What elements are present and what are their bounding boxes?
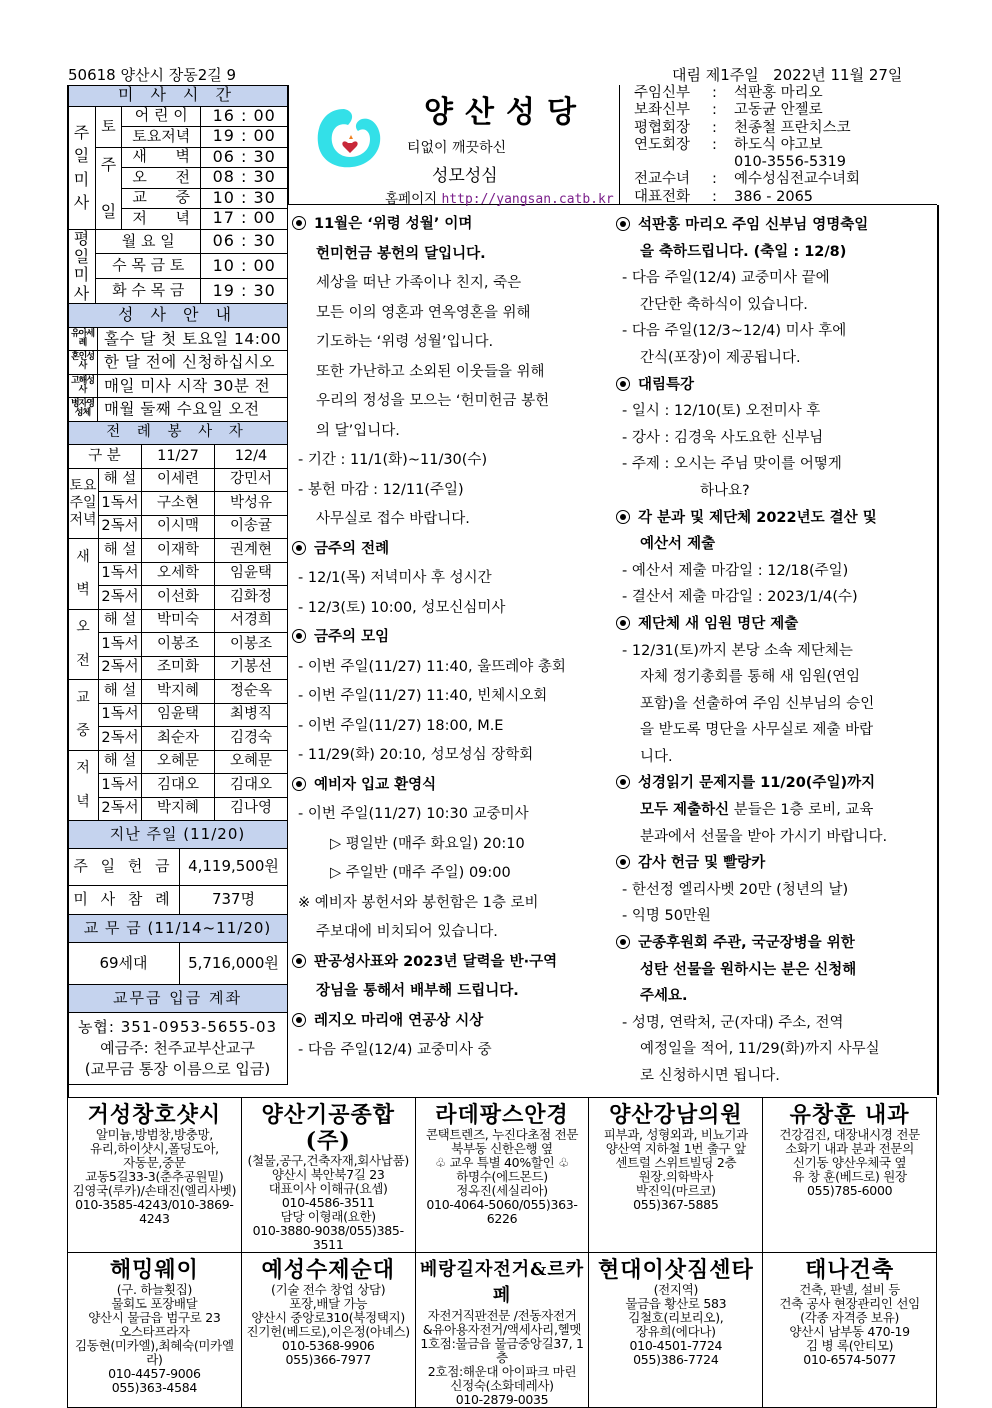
server-name: 이세련 xyxy=(142,468,215,492)
notice-line: - 성명, 연락처, 군(자대) 주소, 전역 xyxy=(622,1014,844,1031)
notice-line: - 한선정 엘리사벳 20만 (청년의 날) xyxy=(622,881,849,898)
notice-line: - 12/1(목) 저녁미사 후 성시간 xyxy=(298,570,492,586)
ad-line: 정옥진(세실리아) xyxy=(456,1183,548,1198)
ad-line: 건강검진, 대장내시경 전문 xyxy=(779,1127,920,1142)
ad-line: 담당 이형래(요한) xyxy=(280,1209,376,1224)
server-name: 권계현 xyxy=(215,539,288,563)
server-name: 이시맥 xyxy=(142,515,215,539)
notice-line: ▷ 주일반 (매주 주일) 09:00 xyxy=(330,865,511,881)
sacrament-text: 매일 미사 시작 30분 전 xyxy=(98,374,288,398)
ad-card: 해밍웨이 (구. 하늘횟집) 물회도 포장배달 양산시 물금읍 범구로 23 오스타프라자 김동현(미카엘),최혜숙(미카엘라) 010-4457-9006 055)363-4584 xyxy=(68,1253,242,1408)
server-name: 최순자 xyxy=(142,727,215,751)
server-name: 임윤택 xyxy=(142,703,215,727)
finance-table xyxy=(67,820,288,1085)
ad-card: 태나건축 건축, 판넬, 설비 등 건축 공사 현장관리인 선임 (각종 자격증 보유) 양산시 남부동 470-19 김 병 록(안티모) 010-6574-5077 xyxy=(763,1253,937,1408)
notice-line: - 11/29(화) 20:10, 성모성심 장학회 xyxy=(298,747,534,763)
mass-time: 08 : 30 xyxy=(201,168,288,189)
notice-heading: 제단체 새 임원 명단 제출 xyxy=(616,611,936,638)
server-role: 해 설 xyxy=(99,750,142,774)
sacrament-label: 유아세례 xyxy=(68,327,98,351)
attendance-label: 미 사 참 례 xyxy=(68,886,180,915)
server-name: 김경숙 xyxy=(215,727,288,751)
ad-line: 진기헌(베드로),이은정(아녜스) xyxy=(246,1324,410,1339)
notice-line: 예정일을 적어, 11/29(화)까지 사무실 xyxy=(640,1041,880,1058)
ad-card: 유창훈 내과 건강검진, 대장내시경 전문 소화기 내과 분과 전문의 신기동 양산우체국 옆 유 창 훈(베드로) 원장 055)785-6000 xyxy=(763,1098,937,1253)
account-info xyxy=(68,1013,288,1085)
server-role: 1독서 xyxy=(99,774,142,798)
mass-time: 10 : 00 xyxy=(201,254,288,279)
server-role: 해 설 xyxy=(99,609,142,633)
notice-line: - 기간 : 11/1(화)~11/30(수) xyxy=(298,452,488,468)
mass-time: 06 : 30 xyxy=(201,147,288,168)
server-name: 이봉조 xyxy=(215,633,288,657)
notices-column-left xyxy=(292,210,612,1066)
ad-line: (구. 하늘횟집) xyxy=(116,1282,193,1297)
parish-address: 50618 양산시 장동2길 9 xyxy=(68,66,237,84)
notice-line: 간단한 축하식이 있습니다. xyxy=(640,296,808,313)
ad-line: 055)367-5885 xyxy=(633,1197,719,1212)
notice-line: - 봉헌 마감 : 12/11(주일) xyxy=(298,481,464,498)
left-sidebar xyxy=(67,85,288,1085)
staff-list xyxy=(620,85,937,205)
server-role: 2독서 xyxy=(99,727,142,751)
notice-line: - 12/3(토) 10:00, 성모신심미사 xyxy=(298,599,506,616)
ad-line: 양산시 남부동 470-19 xyxy=(789,1324,910,1339)
radio-bullet-icon xyxy=(292,777,306,791)
sacrament-text: 홀수 달 첫 토요일 14:00 xyxy=(98,327,288,351)
mass-time: 06 : 30 xyxy=(201,229,288,254)
dues-title: 교 무 금 (11/14~11/20) xyxy=(68,915,288,943)
radio-bullet-icon xyxy=(616,616,630,630)
server-role: 2독서 xyxy=(99,515,142,539)
notice-line: 니다. xyxy=(640,748,673,765)
ad-card: 베랑길자전거&르카페 자전거직판전문 /전동자전거 &유아용자전거/액세사리,헬멧 1호점:물금읍 물금중앙길37, 1층 2호점:해운대 아이파크 마린 신정숙(소화데레사) 010-2879-0035 xyxy=(415,1253,589,1408)
ad-line: 010-4064-5060/055)363-6226 xyxy=(426,1197,578,1226)
ad-line: 김영국(루카)/손태진(엘리사벳) xyxy=(72,1183,237,1198)
right-border xyxy=(937,205,939,1095)
ad-line: 유리,하이샷시,폴딩도아, xyxy=(90,1141,219,1156)
notice-line: 세상을 떠난 가족이나 친지, 죽은 xyxy=(316,275,522,291)
notice-line: 모든 이의 영혼과 연옥영혼을 위해 xyxy=(316,304,531,321)
server-name: 박미숙 xyxy=(142,609,215,633)
ad-line: 010-3585-4243/010-3869-4243 xyxy=(75,1197,234,1226)
server-role: 해 설 xyxy=(99,468,142,492)
sunday-label: 주 일 xyxy=(96,147,122,229)
notice-heading: 감사 헌금 및 빨랑카 xyxy=(616,850,936,877)
weekday-mass-label: 평 일 미 사 xyxy=(68,229,96,304)
notice-line: ※ 예비자 봉헌서와 봉헌함은 1층 로비 xyxy=(298,894,539,911)
notice-line: - 강사 : 김경욱 사도요한 신부님 xyxy=(622,429,824,446)
ad-line: 박진익(마르코) xyxy=(635,1183,716,1198)
server-name: 이송귤 xyxy=(215,515,288,539)
ad-line: 교동5길33-3(춘추공원밑) xyxy=(85,1169,224,1184)
church-patron: 성모성심 xyxy=(432,166,498,186)
ad-card: 현대이삿짐센타 (전지역) 물금읍 황산로 583 김철호(리보리오), 장유희(에다나) 010-4501-7724 055)386-7724 xyxy=(589,1253,763,1408)
ad-line: 자전거직판전문 /전동자전거 xyxy=(427,1308,577,1323)
ad-line: 010-4586-3511 xyxy=(281,1195,375,1210)
server-group-label: 오 전 xyxy=(68,609,99,680)
mass-time: 16 : 00 xyxy=(201,106,288,127)
server-name: 구소현 xyxy=(142,492,215,516)
sponsor-ads xyxy=(67,1097,937,1408)
notice-heading-cont: 을 축하드립니다. (축일 : 12/8) xyxy=(640,243,847,260)
ad-line: 알미늄,방범창,방충망, xyxy=(95,1127,213,1142)
mass-time: 10 : 30 xyxy=(201,188,288,209)
ad-line: 신정숙(소화데레사) xyxy=(450,1378,554,1393)
notice-line: 사무실로 접수 바랍니다. xyxy=(316,511,470,527)
account-title: 교무금 입금 계좌 xyxy=(68,985,288,1013)
server-name: 서경희 xyxy=(215,609,288,633)
mass-name: 오 전 xyxy=(122,168,201,189)
church-name: 양산성당 xyxy=(424,95,588,130)
notice-line: - 다음 주일(12/4) 교중미사 중 xyxy=(298,1042,492,1058)
sacrament-text: 매월 둘째 수요일 오전 xyxy=(98,398,288,422)
ad-line: 055)386-7724 xyxy=(633,1352,719,1367)
sacraments-table xyxy=(67,303,288,422)
notice-line: - 이번 주일(11/27) 18:00, M.E xyxy=(298,717,504,734)
staff-row: 평협회장 : 천종철 프란치스코 xyxy=(634,119,851,136)
staff-row: 주임신부 : 석판홍 마리오 xyxy=(634,85,823,101)
server-role: 1독서 xyxy=(99,633,142,657)
servers-table xyxy=(67,421,288,822)
ad-line: 건축, 판넬, 설비 등 xyxy=(799,1282,900,1297)
server-group-label: 토요 주일 저녁 xyxy=(68,468,99,539)
dues-households: 69세대 xyxy=(68,943,180,985)
masthead xyxy=(288,85,620,205)
server-name: 조미화 xyxy=(142,656,215,680)
radio-bullet-icon xyxy=(616,510,630,524)
notice-line: 하나요? xyxy=(700,482,750,499)
ad-line: 물회도 포장배달 xyxy=(111,1296,198,1311)
notice-line: - 이번 주일(11/27) 11:40, 울뜨레야 총회 xyxy=(298,658,566,675)
servers-title: 전 례 봉 사 자 xyxy=(68,421,288,445)
radio-bullet-icon xyxy=(616,855,630,869)
notice-line: - 결산서 제출 마감일 : 2023/1/4(수) xyxy=(622,589,858,606)
ad-line: 하명수(에드몬드) xyxy=(456,1169,548,1184)
ad-line: 피부과, 성형외과, 비뇨기과 xyxy=(603,1127,748,1142)
attendance-value: 737명 xyxy=(180,886,288,915)
ad-line: 자동문,중문 xyxy=(123,1155,186,1170)
server-name: 정순옥 xyxy=(215,680,288,704)
radio-bullet-icon xyxy=(616,935,630,949)
server-role: 2독서 xyxy=(99,656,142,680)
server-role: 해 설 xyxy=(99,539,142,563)
column-header: 11/27 xyxy=(142,445,215,469)
saturday-label: 토 xyxy=(96,106,122,147)
ad-line: 원장.의학박사 xyxy=(638,1169,713,1184)
sacrament-text: 한 달 전에 신청하십시오 xyxy=(98,351,288,375)
ad-line: 양산시 북안북7길 23 xyxy=(271,1167,385,1182)
staff-phone: 010-3556-5319 xyxy=(734,154,846,171)
ad-line: 김동현(미카엘),최혜숙(미카엘라) xyxy=(75,1338,234,1367)
ad-line: 북부동 신한은행 옆 xyxy=(451,1141,553,1156)
ad-line: 010-4501-7724 xyxy=(629,1338,723,1353)
notice-heading: 레지오 마리애 연공상 시상 xyxy=(292,1007,612,1037)
ad-line: 오스타프라자 xyxy=(119,1324,190,1339)
notice-line: ▷ 평일반 (매주 화요일) 20:10 xyxy=(330,835,525,852)
ad-line: 055)785-6000 xyxy=(806,1183,893,1198)
notice-line: 주보대에 비치되어 있습니다. xyxy=(316,924,498,940)
ad-line: 김철호(리보리오), xyxy=(628,1310,724,1325)
notice-line: - 12/31(토)까지 본당 소속 제단체는 xyxy=(622,642,853,659)
homepage xyxy=(385,187,614,207)
server-name: 오혜문 xyxy=(215,750,288,774)
notice-line: 로 신청하시면 됩니다. xyxy=(640,1068,780,1084)
notice-heading-cont: 예산서 제출 xyxy=(640,536,716,553)
notice-heading: 판공성사표와 2023년 달력을 반·구역 xyxy=(292,948,612,978)
staff-row: 대표전화 : 386 - 2065 xyxy=(634,188,814,205)
notice-line: 포함)을 선출하여 주임 신부님의 승인 xyxy=(640,695,875,712)
left-border xyxy=(67,85,69,1097)
radio-bullet-icon xyxy=(616,217,630,231)
ad-line: 055)363-4584 xyxy=(111,1380,198,1395)
ad-line: 010-2879-0035 xyxy=(455,1392,549,1407)
notice-heading: 성경읽기 문제지를 11/20(주일)까지 xyxy=(616,770,936,797)
notice-line: 모두 제출하신 분들은 1층 로비, 교육 xyxy=(640,802,874,819)
notice-line: 의 달’입니다. xyxy=(316,422,400,439)
notice-heading: 금주의 전례 xyxy=(292,535,612,565)
staff-row: 연도회장 : 하도식 야고보 xyxy=(634,136,823,153)
mass-name: 수 목 금 토 xyxy=(96,254,201,279)
staff-row: 전교수녀 : 예수성심전교수녀회 xyxy=(634,171,861,188)
column-header: 구 분 xyxy=(68,445,142,469)
server-group-label: 저 녁 xyxy=(68,750,99,821)
server-role: 2독서 xyxy=(99,586,142,610)
notice-heading-cont: 성탄 선물을 원하시는 분은 신청해 xyxy=(640,961,857,978)
notice-heading: 금주의 모임 xyxy=(292,623,612,653)
radio-bullet-icon xyxy=(292,216,306,230)
server-role: 1독서 xyxy=(99,703,142,727)
radio-bullet-icon xyxy=(616,377,630,391)
server-role: 2독서 xyxy=(99,797,142,821)
radio-bullet-icon xyxy=(292,629,306,643)
mass-name: 새 벽 xyxy=(122,147,201,168)
server-name: 박지혜 xyxy=(142,680,215,704)
ad-line: 010-5368-9906 xyxy=(281,1338,375,1353)
server-name: 박지혜 xyxy=(142,797,215,821)
ad-line: 2호점:해운대 아이파크 마린 xyxy=(427,1364,577,1379)
staff-row: 보좌신부 : 고동균 안젤로 xyxy=(634,102,823,119)
ad-line: 010-3880-9038/055)385-3511 xyxy=(252,1223,404,1252)
mass-name: 저 녁 xyxy=(122,209,201,230)
notice-heading-cont: 헌미헌금 봉헌의 달입니다. xyxy=(316,245,486,262)
sacrament-label: 고해성사 xyxy=(68,374,98,398)
sacred-heart-logo-icon xyxy=(314,105,384,171)
ad-line: 콘택트렌즈, 누진다초점 전문 xyxy=(425,1127,579,1142)
ad-line: 김 병 록(안티모) xyxy=(806,1338,894,1353)
account-holder: 예금주: 천주교부산교구 xyxy=(100,1039,255,1058)
church-motto: 티없이 깨끗하신 xyxy=(407,140,507,156)
server-role: 해 설 xyxy=(99,680,142,704)
server-name: 박성유 xyxy=(215,492,288,516)
ad-line: (전지역) xyxy=(653,1282,699,1297)
ad-line: 물금읍 황산로 583 xyxy=(625,1296,727,1311)
notice-line: 자체 정기총회를 통해 새 임원(연임 xyxy=(640,669,861,686)
notice-line: 우리의 정성을 모으는 ‘헌미헌금 봉헌 xyxy=(316,393,550,409)
notice-heading: 각 분과 및 제단체 2022년도 결산 및 xyxy=(616,505,936,532)
server-name: 이봉조 xyxy=(142,633,215,657)
notice-line: - 이번 주일(11/27) 10:30 교중미사 xyxy=(298,806,529,822)
server-name: 최병직 xyxy=(215,703,288,727)
mass-times-title: 미 사 시 간 xyxy=(68,86,288,107)
mass-time: 17 : 00 xyxy=(201,209,288,230)
mass-name: 월 요 일 xyxy=(96,229,201,254)
notice-line: 분과에서 선물을 받아 가시기 바랍니다. xyxy=(640,828,888,845)
server-role: 1독서 xyxy=(99,562,142,586)
ad-line: 건축 공사 현장관리인 선임 xyxy=(779,1296,920,1311)
notice-line: 기도하는 ‘위령 성월’입니다. xyxy=(316,334,494,350)
server-group-label: 교 중 xyxy=(68,680,99,751)
mass-name: 토요저녁 xyxy=(122,127,201,148)
sunday-mass-label: 주 일 미 사 xyxy=(68,106,96,229)
mass-times-table xyxy=(67,85,288,304)
notices-column-right xyxy=(616,212,936,1090)
column-header: 12/4 xyxy=(215,445,288,469)
server-role: 1독서 xyxy=(99,492,142,516)
notice-line: - 익명 50만원 xyxy=(622,908,711,925)
offering-label: 주 일 헌 금 xyxy=(68,849,180,886)
mass-time: 19 : 30 xyxy=(201,279,288,304)
ad-line: 055)366-7977 xyxy=(285,1352,371,1367)
account-note: (교무금 통장 이름으로 입금) xyxy=(84,1060,271,1079)
notice-heading: 11월은 ‘위령 성월’ 이며 xyxy=(292,210,612,240)
ad-line: 양산시 중앙로310(북정택지) xyxy=(251,1310,405,1325)
ad-card: 양산강남의원 피부과, 성형외과, 비뇨기과 양산역 지하철 1번 출구 앞 센트럴 스위트빌딩 2층 원장.의학박사 박진익(마르코) 055)367-5885 xyxy=(589,1098,763,1253)
ad-line: 양산시 물금읍 범구로 23 xyxy=(88,1310,221,1325)
notice-line: 간식(포장)이 제공됩니다. xyxy=(640,349,801,366)
server-name: 임윤택 xyxy=(215,562,288,586)
ad-card: 라데팡스안경 콘택트렌즈, 누진다초점 전문 북부동 신한은행 옆 ♧ 교우 특별 40%할인 ♧ 하명수(에드몬드) 정옥진(세실리아) 010-4064-5060/055)363-6226 xyxy=(415,1098,589,1253)
ad-card: 예성수제순대 (기술 전수 창업 상담) 포장,배달 가능 양산시 중앙로310(북정택지) 진기헌(베드로),이은정(아녜스) 010-5368-9906 055)366-7977 xyxy=(241,1253,415,1408)
notice-line: 또한 가난하고 소외된 이웃들을 위해 xyxy=(316,363,545,380)
notice-heading: 대림특강 xyxy=(616,372,936,399)
notice-line: - 주제 : 오시는 주님 맞이를 어떻게 xyxy=(622,456,842,473)
server-name: 김대오 xyxy=(142,774,215,798)
ad-line: 신기동 양산우체국 옆 xyxy=(792,1155,907,1170)
mass-name: 화 수 목 금 xyxy=(96,279,201,304)
server-name: 김나영 xyxy=(215,797,288,821)
notice-line: - 일시 : 12/10(토) 오전미사 후 xyxy=(622,403,821,420)
ad-line: &유아용자전거/액세사리,헬멧 xyxy=(422,1322,582,1337)
server-name: 이재학 xyxy=(142,539,215,563)
mass-name: 교 중 xyxy=(122,188,201,209)
liturgical-date: 대림 제1주일 2022년 11월 27일 xyxy=(672,66,903,84)
ad-line: 010-4457-9006 xyxy=(108,1366,201,1381)
notice-line: - 다음 주일(12/4) 교중미사 끝에 xyxy=(622,270,830,287)
ad-line: 1호점:물금읍 물금중앙길37, 1층 xyxy=(420,1336,584,1365)
radio-bullet-icon xyxy=(292,954,306,968)
server-name: 김대오 xyxy=(215,774,288,798)
ad-line: (철물,공구,건축자재,회사납품) xyxy=(247,1153,409,1168)
ad-line: 대표이사 이해규(요셉) xyxy=(268,1181,388,1196)
ad-line: 소화기 내과 분과 전문의 xyxy=(785,1141,914,1156)
sacrament-label: 병자영성체 xyxy=(68,398,98,422)
notice-line: 을 받도록 명단을 사무실로 제출 바랍 xyxy=(640,722,874,739)
last-sunday-title: 지난 주일 (11/20) xyxy=(68,821,288,849)
notice-heading: 석판홍 마리오 주임 신부님 영명축일 xyxy=(616,212,936,239)
mass-time: 19 : 00 xyxy=(201,127,288,148)
radio-bullet-icon xyxy=(616,775,630,789)
ad-card: 양산기공종합(주) (철물,공구,건축자재,회사납품) 양산시 북안북7길 23 대표이사 이해규(요셉) 010-4586-3511 담당 이형래(요한) 010-3880-9038/055)385-3511 xyxy=(241,1098,415,1253)
server-name: 오세학 xyxy=(142,562,215,586)
server-name: 강민서 xyxy=(215,468,288,492)
radio-bullet-icon xyxy=(292,1013,306,1027)
server-name: 기봉선 xyxy=(215,656,288,680)
ad-line: 센트럴 스위트빌딩 2층 xyxy=(615,1155,737,1170)
ad-line: 양산역 지하철 1번 출구 앞 xyxy=(605,1141,746,1156)
notice-line: - 다음 주일(12/3~12/4) 미사 후에 xyxy=(622,323,847,340)
account-number: 농협: 351-0953-5655-03 xyxy=(77,1018,278,1037)
mass-name: 어 린 이 xyxy=(122,106,201,127)
server-name: 김화정 xyxy=(215,586,288,610)
sacrament-label: 혼인성사 xyxy=(68,351,98,375)
radio-bullet-icon xyxy=(292,541,306,555)
ad-line: 유 창 훈(베드로) 원장 xyxy=(792,1169,907,1184)
server-name: 이선화 xyxy=(142,586,215,610)
notice-heading: 군종후원회 주관, 국군장병을 위한 xyxy=(616,930,936,957)
ad-line: 포장,배달 가능 xyxy=(289,1296,368,1311)
notice-line: - 예산서 제출 마감일 : 12/18(주일) xyxy=(622,562,849,579)
ad-line: (기술 전수 창업 상담) xyxy=(271,1282,386,1297)
homepage-label: 홈페이지 xyxy=(385,191,438,207)
ad-line: (각종 자격증 보유) xyxy=(800,1310,900,1325)
server-group-label: 새 벽 xyxy=(68,539,99,610)
sacraments-title: 성 사 안 내 xyxy=(68,304,288,328)
ad-line: 장유희(에다나) xyxy=(635,1324,716,1339)
notice-heading-cont: 장님을 통해서 배부해 드립니다. xyxy=(316,983,519,999)
notice-line: - 이번 주일(11/27) 11:40, 빈체시오회 xyxy=(298,688,548,704)
notice-heading-cont: 주세요. xyxy=(640,988,688,1005)
dues-value: 5,716,000원 xyxy=(180,943,288,985)
ad-line: 010-6574-5077 xyxy=(803,1352,896,1367)
ad-line: ♧ 교우 특별 40%할인 ♧ xyxy=(435,1155,570,1170)
homepage-link[interactable]: http://yangsan.catb.kr xyxy=(441,192,614,207)
notice-heading: 예비자 입교 환영식 xyxy=(292,771,612,801)
ad-card: 거성창호샷시 알미늄,방범창,방충망, 유리,하이샷시,폴딩도아, 자동문,중문 교동5길33-3(춘추공원밑) 김영국(루카)/손태진(엘리사벳) 010-3585-4243/010-3869-4243 xyxy=(68,1098,242,1253)
offering-value: 4,119,500원 xyxy=(180,849,288,886)
server-name: 오혜문 xyxy=(142,750,215,774)
